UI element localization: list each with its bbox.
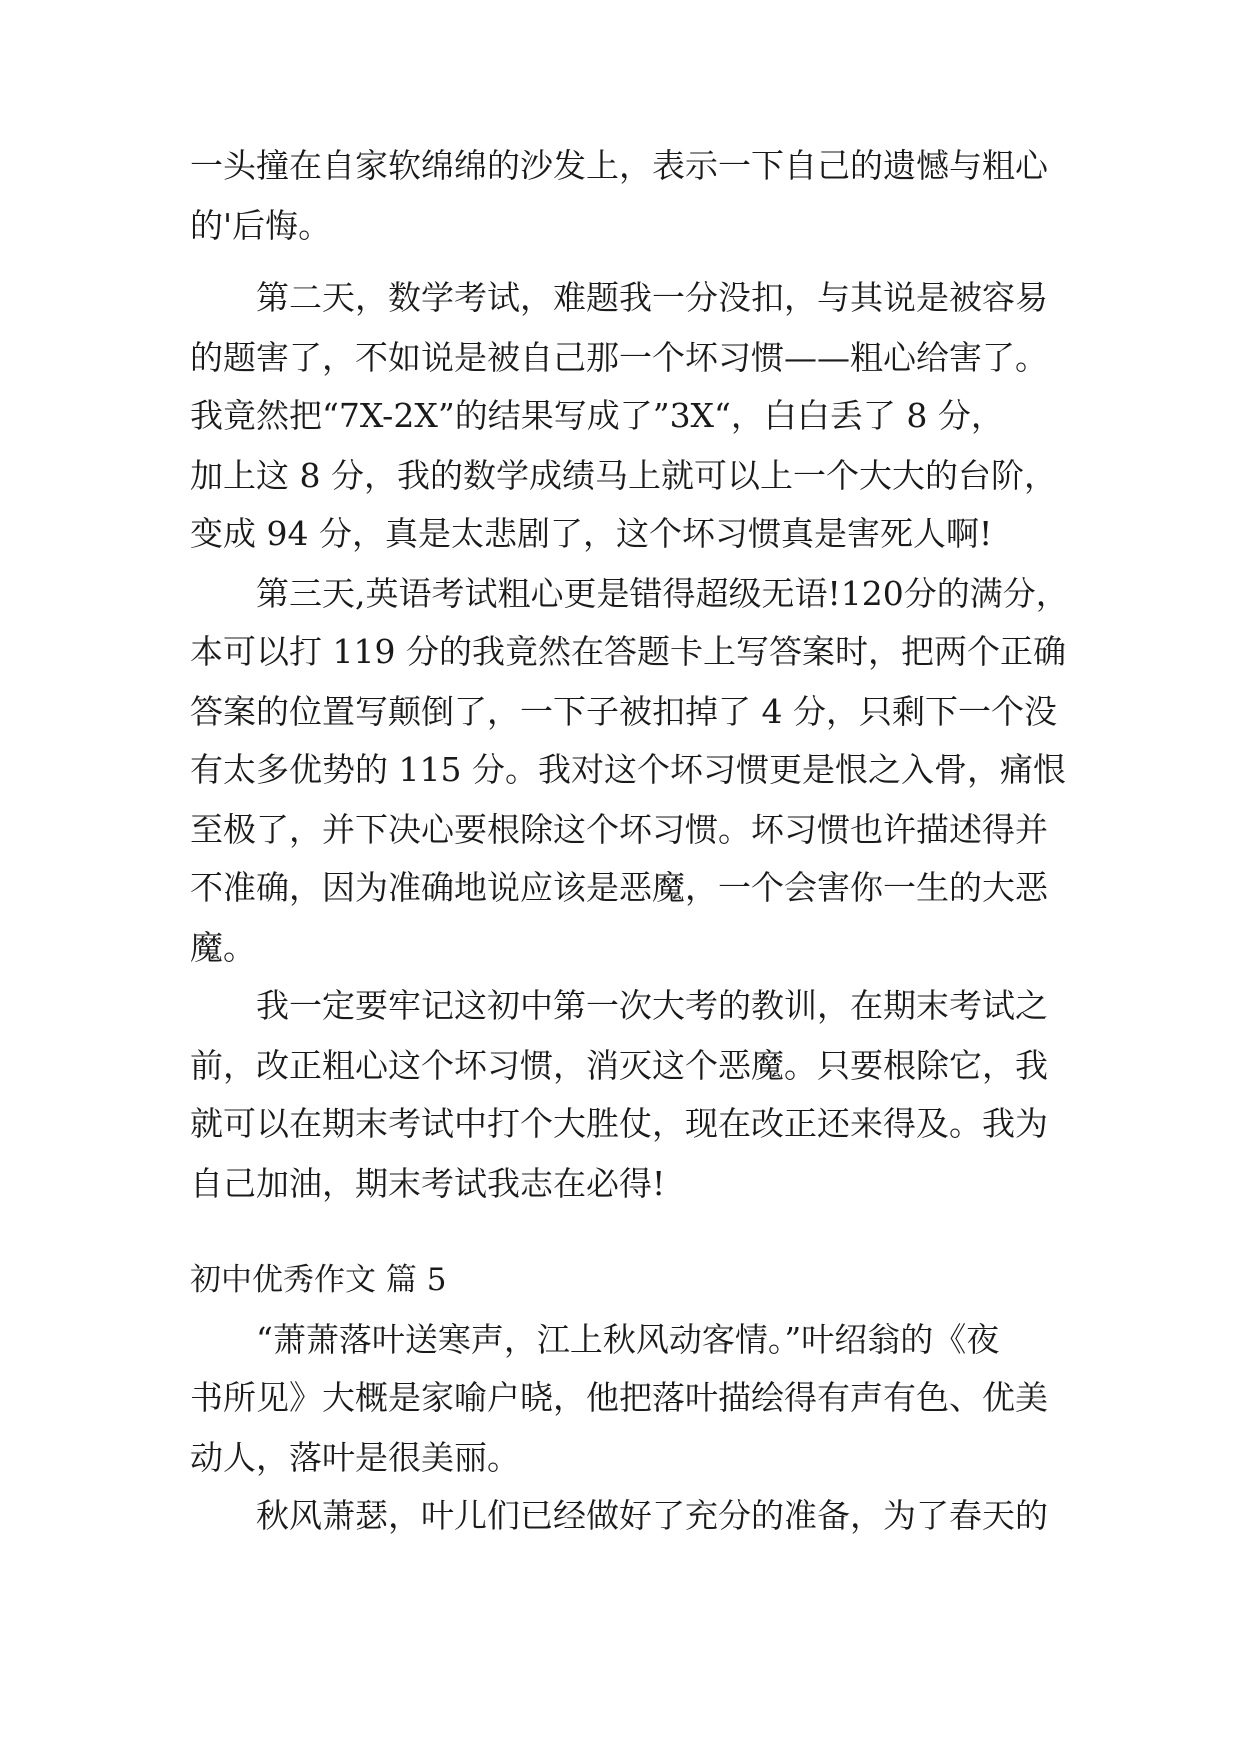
text-line: 加上这 8 分，我的数学成绩马上就可以上一个大大的台阶， — [190, 456, 1057, 495]
text-line: 本可以打 119 分的我竟然在答题卡上写答案时，把两个正确 — [190, 632, 1066, 671]
text-line: 动人，落叶是很美丽。 — [190, 1438, 520, 1477]
text-line: 至极了，并下决心要根除这个坏习惯。坏习惯也许描述得并 — [190, 810, 1048, 849]
text-line: 变成 94 分，真是太悲剧了，这个坏习惯真是害死人啊! — [190, 514, 993, 553]
paragraph-first-line: 我一定要牢记这初中第一次大考的教训，在期末考试之 — [256, 986, 1048, 1025]
text-line: 不准确，因为准确地说应该是恶魔，一个会害你一生的大恶 — [190, 868, 1048, 907]
text-line: 书所见》大概是家喻户晓，他把落叶描绘得有声有色、优美 — [190, 1378, 1048, 1417]
paragraph-first-line: 第三天,英语考试粗心更是错得超级无语!120分的满分， — [256, 574, 1069, 613]
text-line: 魔。 — [190, 928, 256, 967]
text-line: 的'后悔。 — [190, 206, 332, 245]
text-line: 自己加油，期末考试我志在必得! — [190, 1164, 666, 1203]
paragraph-first-line: 秋风萧瑟，叶儿们已经做好了充分的准备，为了春天的 — [256, 1496, 1048, 1535]
text-line: 答案的位置写颠倒了，一下子被扣掉了 4 分，只剩下一个没 — [190, 692, 1057, 731]
paragraph-first-line: “萧萧落叶送寒声，江上秋风动客情。”叶绍翁的《夜 — [256, 1320, 1000, 1359]
text-line: 的题害了，不如说是被自己那一个坏习惯——粗心给害了。 — [190, 338, 1048, 377]
text-line: 我竟然把“7X-2X”的结果写成了”3X“，白白丢了 8 分， — [190, 396, 1004, 435]
text-line: 就可以在期末考试中打个大胜仗，现在改正还来得及。我为 — [190, 1104, 1048, 1143]
text-line: 有太多优势的 115 分。我对这个坏习惯更是恨之入骨，痛恨 — [190, 750, 1066, 789]
text-line: 一头撞在自家软绵绵的沙发上，表示一下自己的遗憾与粗心 — [190, 146, 1048, 185]
paragraph-first-line: 第二天，数学考试，难题我一分没扣，与其说是被容易 — [256, 278, 1048, 317]
text-line: 前，改正粗心这个坏习惯，消灭这个恶魔。只要根除它，我 — [190, 1046, 1048, 1085]
section-heading: 初中优秀作文 篇 5 — [190, 1262, 447, 1298]
